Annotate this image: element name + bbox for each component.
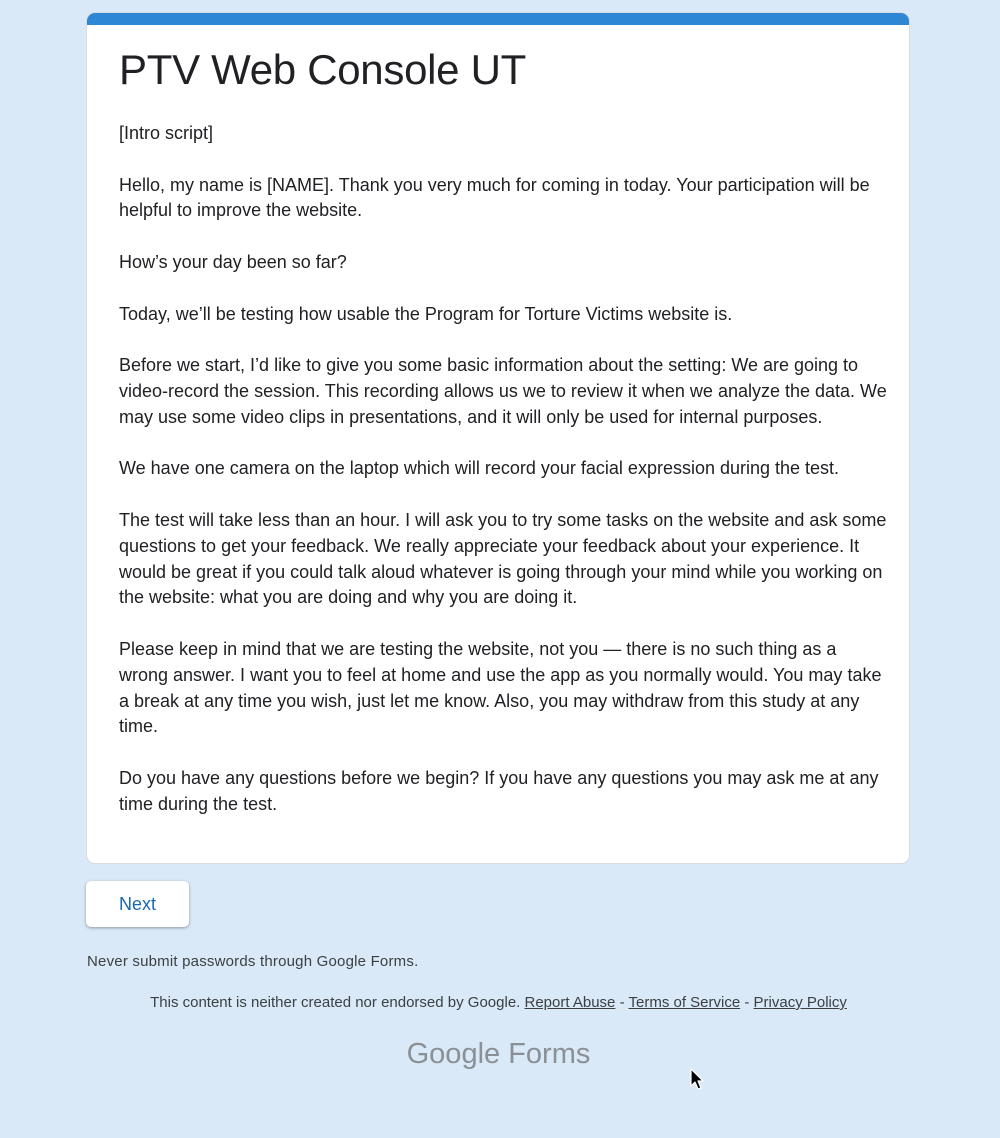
footer-separator: -	[744, 994, 750, 1011]
description-paragraph: The test will take less than an hour. I will ask you to try some tasks on the website and ask some questions to get your feedback. We really appreciate your feedback about your experience. It would be great if you could talk aloud whatever is going through your mind while you working on the website: what you are doing and why you are doing it.	[119, 509, 892, 608]
description-paragraph: Hello, my name is [NAME]. Thank you very much for coming in today. Your participation will be helpful to improve the website.	[119, 174, 875, 221]
description-paragraph: [Intro script]	[119, 123, 214, 143]
form-header-card	[86, 12, 910, 864]
card-accent-bar	[87, 13, 909, 25]
disclaimer-footer	[0, 994, 997, 1011]
form-title: PTV Web Console UT	[119, 46, 526, 93]
password-warning: Never submit passwords through Google Forms.	[87, 953, 419, 970]
description-paragraph: Today, we’ll be testing how usable the Program for Torture Victims website is.	[119, 303, 733, 324]
mouse-pointer-icon	[690, 1068, 706, 1092]
terms-of-service-link[interactable]: Terms of Service	[628, 994, 741, 1011]
report-abuse-link[interactable]: Report Abuse	[524, 994, 616, 1011]
card-content	[119, 43, 892, 843]
privacy-policy-link[interactable]: Privacy Policy	[753, 994, 847, 1011]
description-paragraph: Do you have any questions before we begin? If you have any questions you may ask me at any time during the test.	[119, 767, 884, 814]
disclaimer-text: This content is neither created nor endorsed by Google.	[150, 994, 521, 1011]
form-description	[119, 121, 892, 818]
logo-google-text: Google	[406, 1038, 501, 1070]
google-forms-logo[interactable]	[0, 1038, 997, 1071]
description-paragraph: How’s your day been so far?	[119, 251, 347, 272]
description-paragraph: We have one camera on the laptop which will record your facial expression during the test.	[119, 458, 840, 479]
description-paragraph: Before we start, I’d like to give you some basic information about the setting: We are going to video-record the session. This recording allows us we to review it when we analyze the data. We may use some video clips in presentations, and it will only be used for internal purposes.	[119, 355, 892, 427]
logo-forms-text: Forms	[508, 1038, 591, 1070]
footer-separator: -	[619, 994, 625, 1011]
next-button[interactable]: Next	[86, 881, 189, 927]
description-paragraph: Please keep in mind that we are testing the website, not you — there is no such thing as a wrong answer. I want you to feel at home and use the app as you normally would. You may take a break at any time you wish, just let me know. Also, you may withdraw from this study at any time.	[119, 638, 887, 737]
